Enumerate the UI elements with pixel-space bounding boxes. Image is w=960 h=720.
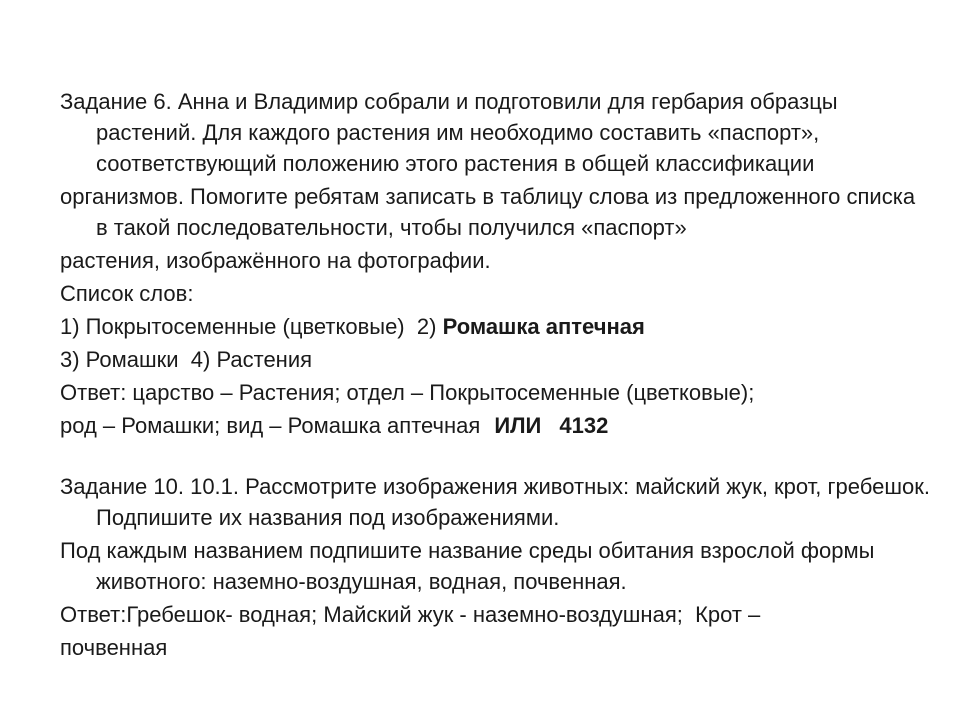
task10-paragraph-1: Задание 10. 10.1. Рассмотрите изображения животных: майский жук, крот, гребешок. Подпишите их названия под изображениями. [60, 474, 930, 530]
section-gap [60, 443, 930, 471]
task6-answer-line-1: Ответ: царство – Растения; отдел – Покрытосеменные (цветковые); [60, 380, 755, 405]
task6-answer-text: род – Ромашки; вид – Ромашка аптечная [60, 413, 481, 438]
task6-paragraph-1: Задание 6. Анна и Владимир собрали и подготовили для гербария образцы растений. Для каждого растения им необходимо составить «паспорт», соответствующий положению этого растения в общей классификации [60, 89, 838, 176]
task6-answer-or: ИЛИ [494, 413, 542, 438]
task10-paragraph-2: Под каждым названием подпишите название среды обитания взрослой формы животного: наземно-воздушная, водная, почвенная. [60, 538, 875, 594]
task10-answer-line-1: Ответ:Гребешок- водная; Майский жук - наземно-воздушная; Крот – [60, 602, 761, 627]
task10-answer-line-2: почвенная [60, 635, 168, 660]
word-list-title: Список слов: [60, 281, 194, 306]
task6-paragraph-2: организмов. Помогите ребятам записать в таблицу слова из предложенного списка в такой последовательности, чтобы получился «паспорт» [60, 184, 916, 240]
task6-paragraph-3: растения, изображённого на фотографии. [60, 248, 491, 273]
word-list-item-2-number: 2) [416, 314, 437, 339]
word-list-line-2: 3) Ромашки 4) Растения [60, 347, 313, 372]
word-list-line-1 [60, 311, 930, 342]
slide-content [60, 86, 930, 665]
word-list-item-2-bold: Ромашка аптечная [442, 314, 645, 339]
task6-answer-line-2 [60, 410, 930, 441]
task6-answer-code: 4132 [559, 413, 609, 438]
word-list-item-1: 1) Покрытосеменные (цветковые) [60, 314, 405, 339]
